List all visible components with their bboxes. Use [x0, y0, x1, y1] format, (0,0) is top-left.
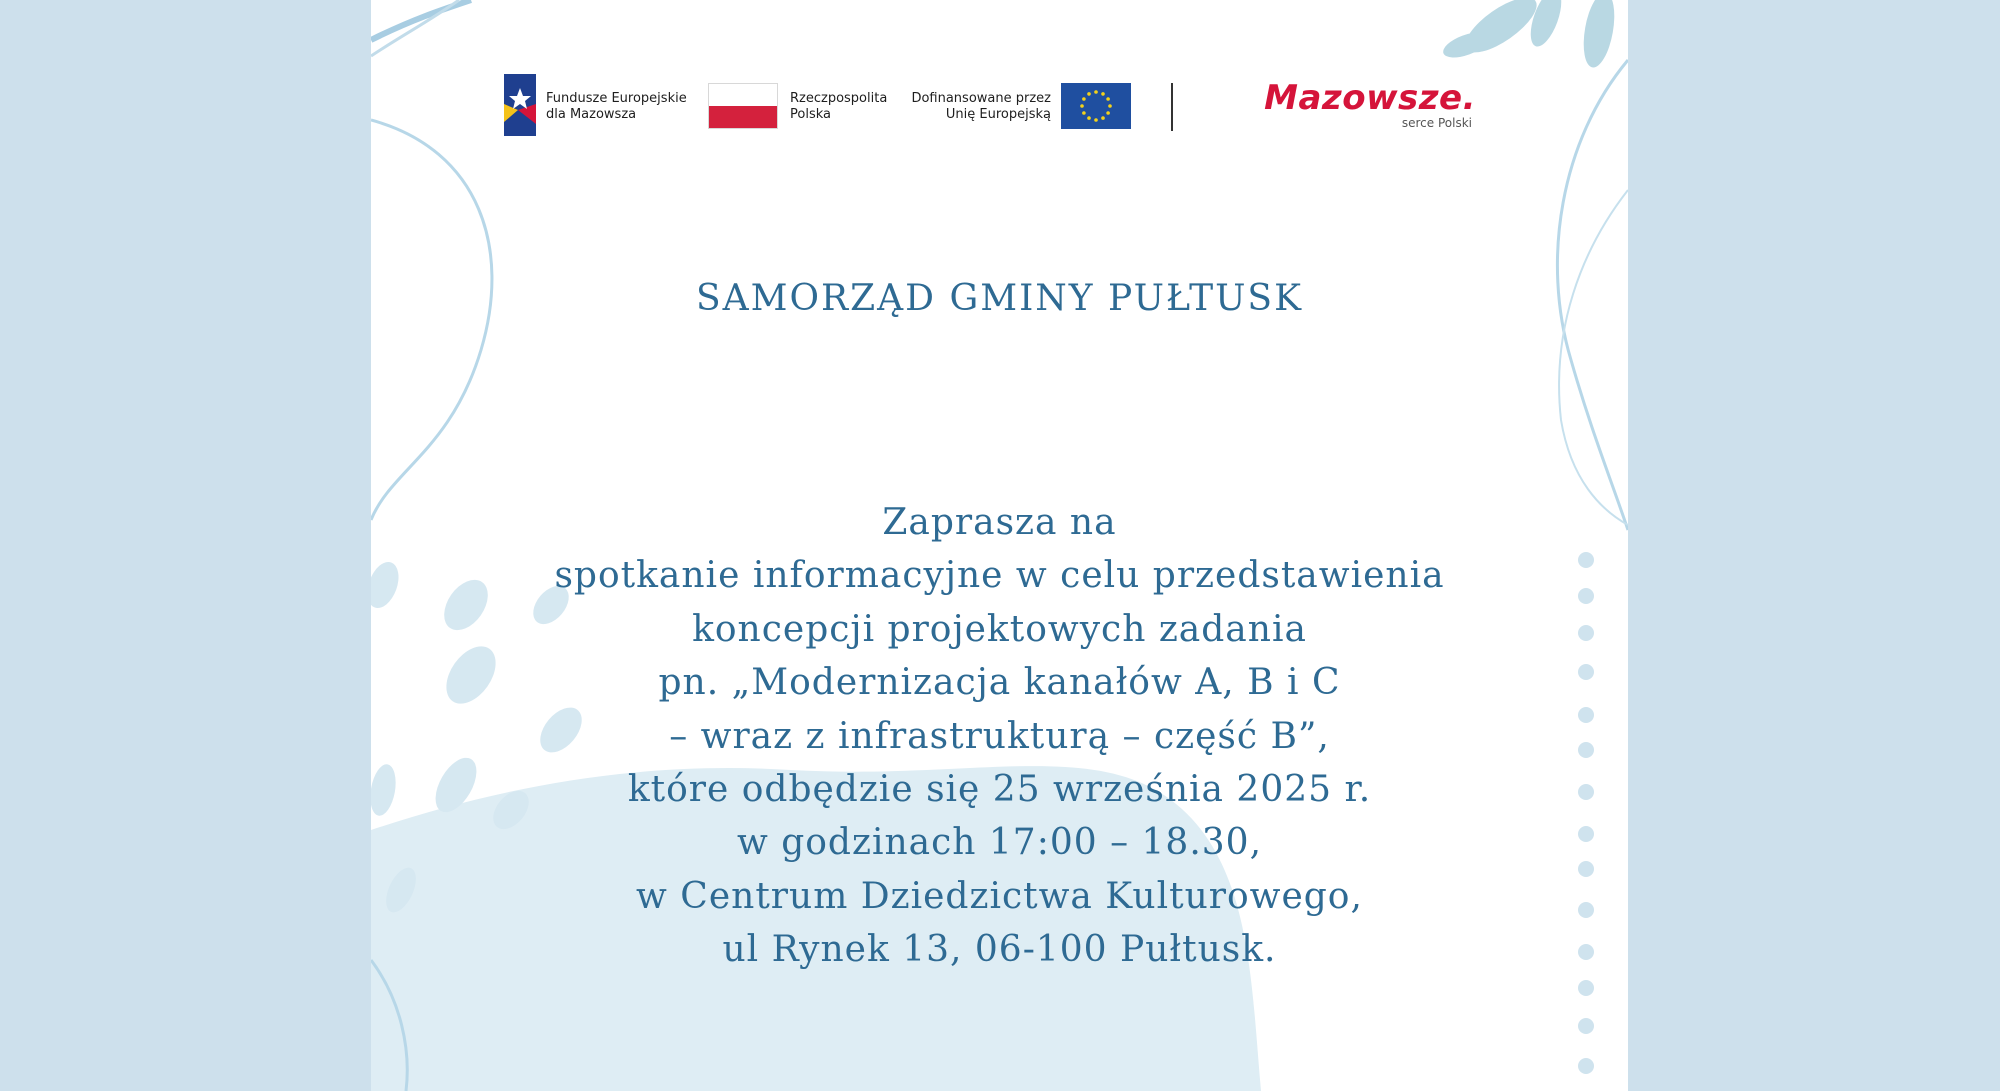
eu-cofinancing-logo — [911, 83, 1131, 131]
invitation-line: spotkanie informacyjne w celu przedstawienia — [554, 555, 1445, 597]
eu-label-line2: Unię Europejską — [945, 107, 1051, 122]
rp-label-line1: Rzeczpospolita — [790, 91, 888, 106]
invitation-poster — [371, 0, 1628, 1091]
fundusze-europejskie-mark-icon — [504, 74, 536, 136]
top-left-swoosh-2 — [371, 0, 459, 56]
mazowsze-wordmark: Mazowsze. — [1264, 78, 1476, 118]
mazowsze-logo — [1216, 78, 1476, 138]
invitation-line: Zaprasza na — [882, 502, 1117, 543]
invitation-line: – wraz z infrastrukturą – część B”, — [669, 715, 1330, 757]
fundusze-label-line2: dla Mazowsza — [546, 107, 637, 122]
fundusze-europejskie-logo — [504, 74, 704, 136]
invitation-line: koncepcji projektowych zadania — [692, 608, 1307, 650]
top-left-swoosh — [371, 0, 471, 40]
leaf-decoration — [1440, 0, 1619, 70]
invitation-text — [371, 496, 1628, 977]
sponsor-logos-bar — [371, 70, 1628, 140]
eu-label-line1: Dofinansowane przez — [911, 91, 1051, 106]
invitation-line: w godzinach 17:00 – 18.30, — [736, 822, 1263, 864]
invitation-line: które odbędzie się 25 września 2025 r. — [627, 768, 1372, 810]
invitation-line: pn. „Modernizacja kanałów A, B i C — [658, 662, 1341, 704]
organizer-heading: SAMORZĄD GMINY PUŁTUSK — [696, 278, 1303, 319]
polish-flag-icon — [708, 83, 778, 129]
eu-flag-icon — [1061, 83, 1131, 129]
invitation-line: ul Rynek 13, 06-100 Pułtusk. — [722, 929, 1277, 971]
fundusze-label-line1: Fundusze Europejskie — [546, 91, 687, 106]
mazowsze-tagline: serce Polski — [1401, 116, 1472, 130]
invitation-line: w Centrum Dziedzictwa Kulturowego, — [636, 875, 1363, 917]
rp-label-line2: Polska — [790, 107, 831, 122]
logo-divider — [1171, 83, 1173, 131]
rzeczpospolita-polska-logo — [708, 83, 908, 131]
